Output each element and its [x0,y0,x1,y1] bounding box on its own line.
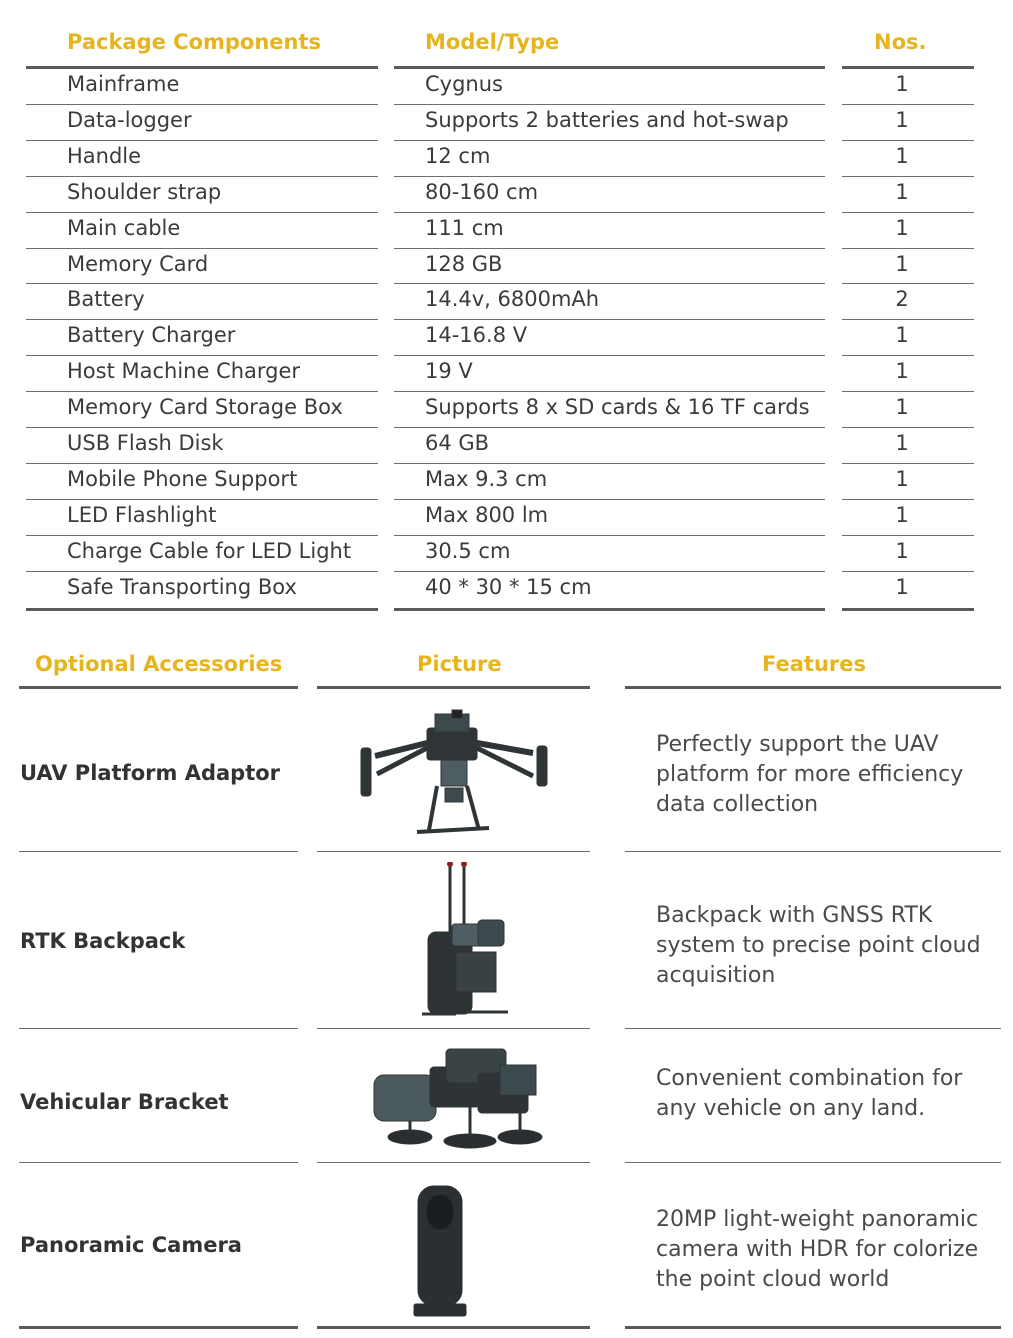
qty-cell: 1 [895,179,909,204]
row-divider [394,499,825,500]
row-divider [842,140,974,141]
accessory-name: UAV Platform Adaptor [20,761,281,785]
qty-cell: 1 [895,574,909,599]
row-divider [842,283,974,284]
qty-cell: 1 [895,538,909,563]
component-cell: Data-logger [67,107,192,132]
accessories-table [0,640,1013,1338]
row-divider [625,1162,1001,1163]
row-divider [625,1028,1001,1029]
bottom-rule-col2 [394,608,825,611]
row-divider [394,176,825,177]
drone-image [357,708,553,838]
qty-cell: 1 [895,431,909,455]
model-cell: Supports 2 batteries and hot-swap [425,107,789,132]
component-cell: Handle [67,143,142,168]
row-divider [842,391,974,392]
row-divider [842,355,974,356]
row-divider [842,104,974,105]
header-rule-col3 [842,66,974,69]
row-divider [317,851,590,852]
package-table [0,0,1013,620]
accessory-features: 20MP light-weight panoramic camera with HDR for colorize the point cloud world [656,1207,979,1292]
bottom-rule-col1 [26,608,378,611]
accessory-features: Convenient combination for any vehicle on any land. [656,1066,963,1121]
component-cell: Memory Card Storage Box [67,395,343,420]
panoramic-camera-image [406,1182,476,1322]
qty-cell: 1 [895,466,909,491]
qty-cell: 1 [895,251,909,276]
row-divider [26,212,378,213]
row-divider [842,212,974,213]
header-optional-accessories: Optional Accessories [35,652,283,676]
component-cell: LED Flashlight [67,502,217,527]
row-divider [26,535,378,536]
model-cell: 14-16.8 V [425,323,528,348]
qty-cell: 1 [895,107,909,132]
row-divider [26,140,378,141]
row-divider [317,1028,590,1029]
row-divider [26,104,378,105]
row-divider [394,463,825,464]
model-cell: Max 9.3 cm [425,466,548,491]
acc-header-rule-col3 [625,686,1001,689]
row-divider [625,851,1001,852]
qty-cell: 1 [895,72,909,96]
qty-cell: 1 [895,323,909,348]
acc-bottom-rule-col3 [625,1326,1001,1329]
row-divider [842,499,974,500]
component-cell: Shoulder strap [67,179,222,204]
model-cell: 64 GB [425,431,490,455]
component-cell: Host Machine Charger [67,359,301,384]
row-divider [394,535,825,536]
model-cell: 30.5 cm [425,538,511,563]
row-divider [842,571,974,572]
row-divider [26,355,378,356]
row-divider [842,463,974,464]
row-divider [394,104,825,105]
acc-bottom-rule-col1 [19,1326,298,1329]
model-cell: Supports 8 x SD cards & 16 TF cards [425,395,810,420]
header-picture: Picture [417,652,502,676]
row-divider [394,319,825,320]
row-divider [26,571,378,572]
header-model-type: Model/Type [425,30,560,54]
acc-header-rule-col2 [317,686,590,689]
row-divider [19,1028,298,1029]
vehicle-bracket-image [370,1045,550,1153]
row-divider [26,391,378,392]
component-cell: Memory Card [67,251,209,276]
qty-cell: 1 [895,359,909,384]
model-cell: 128 GB [425,251,503,276]
accessory-name: Vehicular Bracket [20,1090,229,1114]
row-divider [394,391,825,392]
row-divider [26,283,378,284]
row-divider [26,176,378,177]
model-cell: 14.4v, 6800mAh [425,287,600,312]
acc-bottom-rule-col2 [317,1326,590,1329]
model-cell: 80-160 cm [425,179,539,204]
row-divider [317,1162,590,1163]
row-divider [394,427,825,428]
row-divider [19,1162,298,1163]
component-cell: Battery [67,287,145,312]
row-divider [394,571,825,572]
row-divider [842,176,974,177]
row-divider [842,427,974,428]
component-cell: USB Flash Disk [67,431,224,455]
component-cell: Main cable [67,215,181,240]
header-package-components: Package Components [67,30,322,54]
qty-cell: 1 [895,143,909,168]
row-divider [26,499,378,500]
row-divider [842,319,974,320]
accessory-features: Perfectly support the UAV platform for more efficiency data collection [656,732,964,817]
row-divider [19,851,298,852]
model-cell: Max 800 lm [425,502,549,527]
header-rule-col2 [394,66,825,69]
model-cell: 12 cm [425,143,491,168]
component-cell: Battery Charger [67,323,236,348]
component-cell: Safe Transporting Box [67,574,297,599]
row-divider [26,248,378,249]
qty-cell: 2 [895,287,909,312]
row-divider [26,427,378,428]
component-cell: Mobile Phone Support [67,466,298,491]
qty-cell: 1 [895,502,909,527]
row-divider [394,283,825,284]
component-cell: Mainframe [67,72,180,96]
qty-cell: 1 [895,215,909,240]
row-divider [842,535,974,536]
row-divider [26,463,378,464]
accessory-features: Backpack with GNSS RTK system to precise point cloud acquisition [656,903,981,988]
row-divider [394,140,825,141]
acc-header-rule-col1 [19,686,298,689]
accessory-name: Panoramic Camera [20,1233,242,1257]
row-divider [26,319,378,320]
row-divider [842,248,974,249]
accessory-name: RTK Backpack [20,929,186,953]
header-nos: Nos. [874,30,927,54]
model-cell: 111 cm [425,215,504,240]
model-cell: Cygnus [425,72,503,96]
row-divider [394,212,825,213]
model-cell: 19 V [425,359,473,384]
row-divider [394,248,825,249]
qty-cell: 1 [895,395,909,420]
row-divider [394,355,825,356]
backpack-image [412,862,522,1022]
model-cell: 40 * 30 * 15 cm [425,574,592,599]
bottom-rule-col3 [842,608,974,611]
header-rule-col1 [26,66,378,69]
header-features: Features [762,652,866,676]
component-cell: Charge Cable for LED Light [67,538,352,563]
